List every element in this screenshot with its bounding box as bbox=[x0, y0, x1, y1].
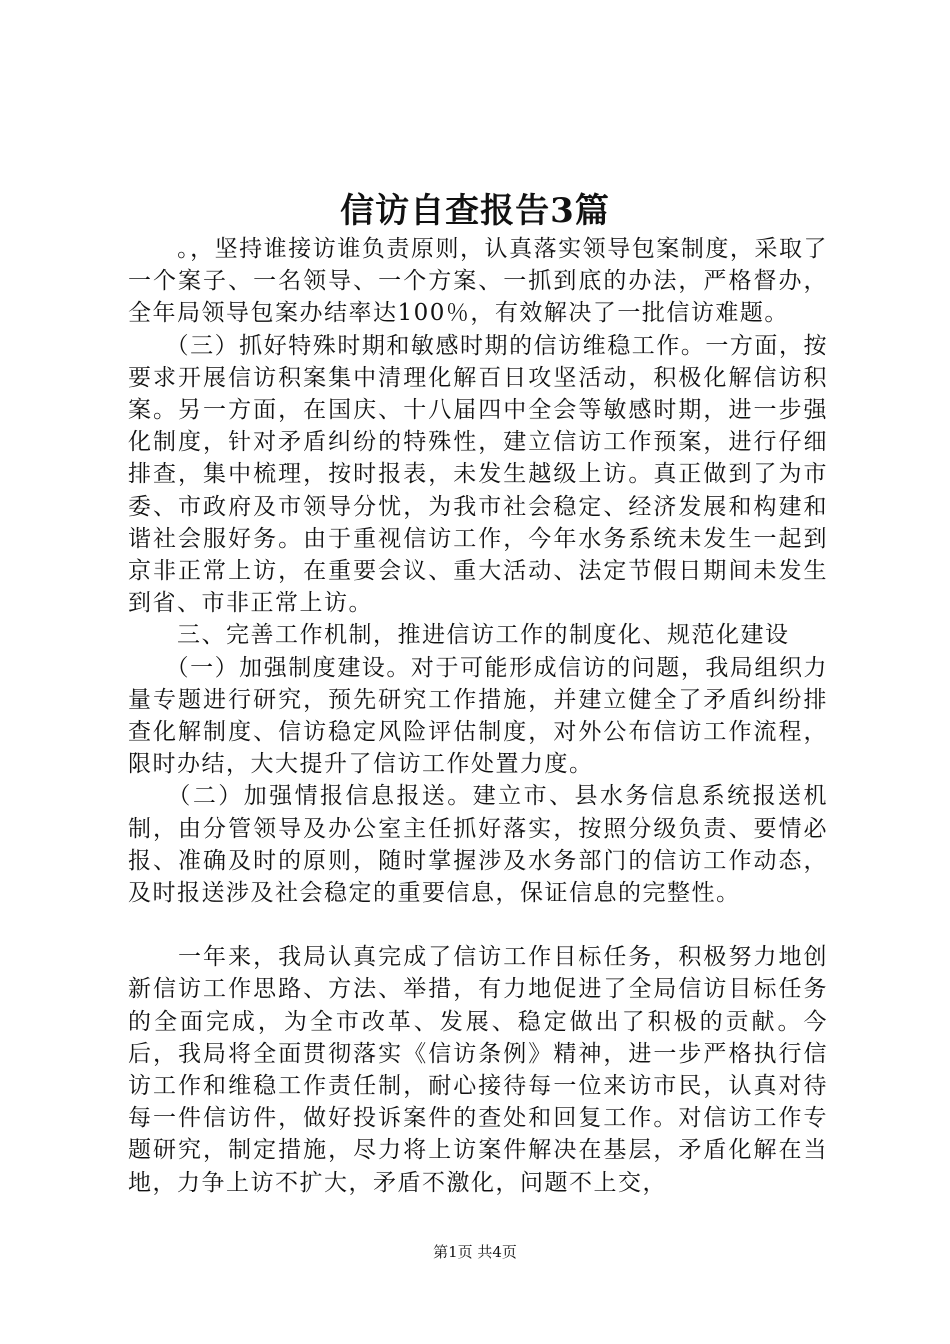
paragraph-2: （三）抓好特殊时期和敏感时期的信访维稳工作。一方面，按要求开展信访积案集中清理化解百日攻坚活动，积极化解信访积案。另一方面，在国庆、十八届四中全会等敏感时期，进一步强化制度，针对矛盾纠纷的特殊性，建立信访工作预案，进行仔细排查，集中梳理，按时报表，未发生越级上访。真正做到了为市委、市政府及市领导分忧，为我市社会稳定、经济发展和构建和谐社会服好务。由于重视信访工作，今年水务系统未发生一起到京非正常上访，在重要会议、重大活动、法定节假日期间未发生到省、市非正常上访。 bbox=[128, 332, 828, 617]
section-heading-3: 三、完善工作机制，推进信访工作的制度化、规范化建设 bbox=[128, 622, 790, 649]
paragraph-1: 。，坚持谁接访谁负责原则，认真落实领导包案制度，采取了一个案子、一名领导、一个方案、一抓到底的办法，严格督办，全年局领导包案办结率达100％，有效解决了一批信访难题。 bbox=[128, 236, 828, 327]
paragraph-6: 一年来，我局认真完成了信访工作目标任务，积极努力地创新信访工作思路、方法、举措，有力地促进了全局信访目标任务的全面完成，为全市改革、发展、稳定做出了积极的贡献。今后，我局将全面贯彻落实《信访条例》精神，进一步严格执行信访工作和维稳工作责任制，耐心接待每一位来访市民，认真对待每一件信访件，做好投诉案件的查处和回复工作。对信访工作专题研究，制定措施，尽力将上访案件解决在基层，矛盾化解在当地，力争上访不扩大，矛盾不激化，问题不上交， bbox=[128, 944, 828, 1196]
paragraph-5: （二）加强情报信息报送。建立市、县水务信息系统报送机制，由分管领导及办公室主任抓好落实，按照分级负责、要情必报、准确及时的原则，随时掌握涉及水务部门的信访工作动态，及时报送涉及社会稳定的重要信息，保证信息的完整性。 bbox=[128, 783, 828, 907]
document-title: 信访自查报告3篇 bbox=[340, 191, 610, 231]
document-body bbox=[128, 233, 828, 1199]
paragraph-4: （一）加强制度建设。对于可能形成信访的问题，我局组织力量专题进行研究，预先研究工作措施，并建立健全了矛盾纠纷排查化解制度、信访稳定风险评估制度，对外公布信访工作流程，限时办结，大大提升了信访工作处置力度。 bbox=[128, 654, 828, 778]
page-footer: 第1页 共4页 bbox=[433, 1243, 517, 1261]
paragraph-gap bbox=[128, 909, 828, 941]
